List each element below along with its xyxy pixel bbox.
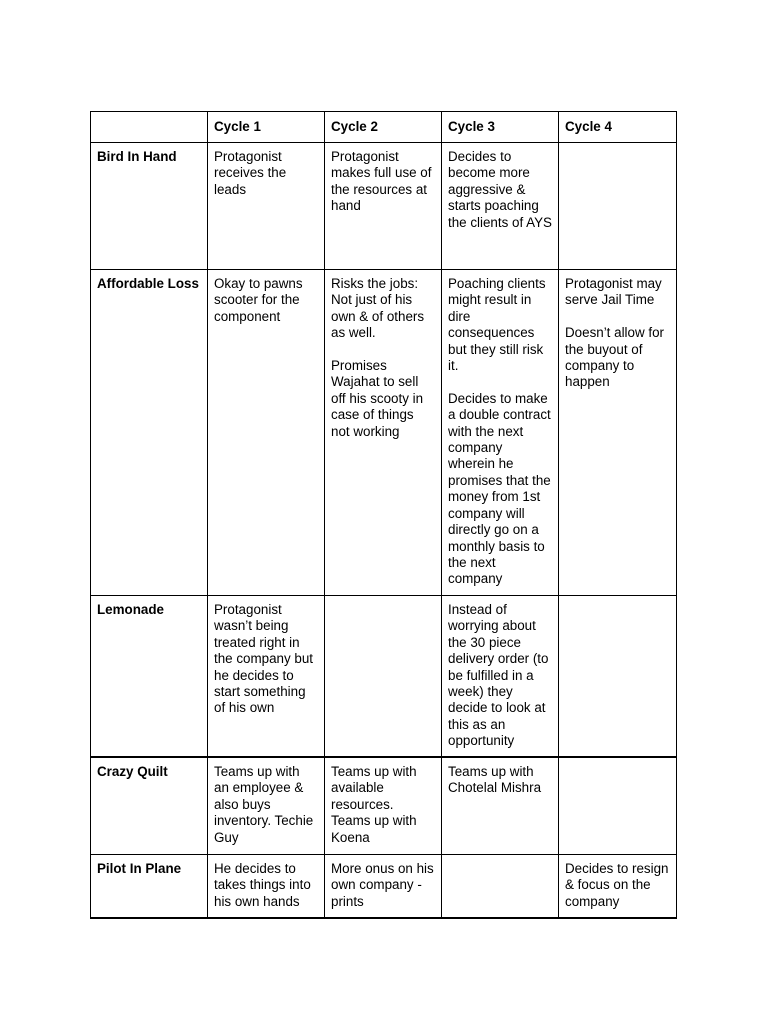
table-header-row bbox=[91, 112, 677, 143]
table-row bbox=[91, 855, 677, 919]
row-label: Pilot In Plane bbox=[91, 855, 208, 919]
table-cell bbox=[559, 143, 677, 270]
header-cell-empty bbox=[91, 112, 208, 143]
table-row bbox=[91, 596, 677, 758]
table-cell: Teams up with available resources. Teams up with Koena bbox=[325, 757, 442, 855]
table-cell: Decides to resign & focus on the company bbox=[559, 855, 677, 919]
header-cell-cycle-4: Cycle 4 bbox=[559, 112, 677, 143]
row-label: Crazy Quilt bbox=[91, 757, 208, 855]
header-cell-cycle-1: Cycle 1 bbox=[208, 112, 325, 143]
table-cell: Okay to pawns scooter for the component bbox=[208, 270, 325, 596]
header-cell-cycle-2: Cycle 2 bbox=[325, 112, 442, 143]
row-label: Lemonade bbox=[91, 596, 208, 758]
table-cell: Risks the jobs: Not just of his own & of others as well. Promises Wajahat to sell off his scooty in case of things not working bbox=[325, 270, 442, 596]
table-cell: Poaching clients might result in dire consequences but they still risk it. Decides to make a double contract with the next company wherein he promises that the money from 1st company will directly go on a monthly basis to the next company bbox=[442, 270, 559, 596]
table-cell: Decides to become more aggressive & starts poaching the clients of AYS bbox=[442, 143, 559, 270]
table-cell bbox=[325, 596, 442, 758]
table-cell: Teams up with an employee & also buys inventory. Techie Guy bbox=[208, 757, 325, 855]
table-cell: Protagonist may serve Jail Time Doesn’t allow for the buyout of company to happen bbox=[559, 270, 677, 596]
table-row bbox=[91, 143, 677, 270]
table-cell bbox=[559, 596, 677, 758]
table-cell: Instead of worrying about the 30 piece delivery order (to be fulfilled in a week) they decide to look at this as an opportunity bbox=[442, 596, 559, 758]
table-cell: Protagonist wasn’t being treated right in the company but he decides to start something of his own bbox=[208, 596, 325, 758]
table-cell: Protagonist makes full use of the resources at hand bbox=[325, 143, 442, 270]
table-cell bbox=[559, 757, 677, 855]
header-cell-cycle-3: Cycle 3 bbox=[442, 112, 559, 143]
table-cell bbox=[442, 855, 559, 919]
row-label: Bird In Hand bbox=[91, 143, 208, 270]
table-cell: Protagonist receives the leads bbox=[208, 143, 325, 270]
row-label: Affordable Loss bbox=[91, 270, 208, 596]
effectuation-table bbox=[90, 111, 677, 919]
table-cell: He decides to takes things into his own hands bbox=[208, 855, 325, 919]
table-cell: Teams up with Chotelal Mishra bbox=[442, 757, 559, 855]
table-cell: More onus on his own company - prints bbox=[325, 855, 442, 919]
table-row bbox=[91, 757, 677, 855]
table-row bbox=[91, 270, 677, 596]
